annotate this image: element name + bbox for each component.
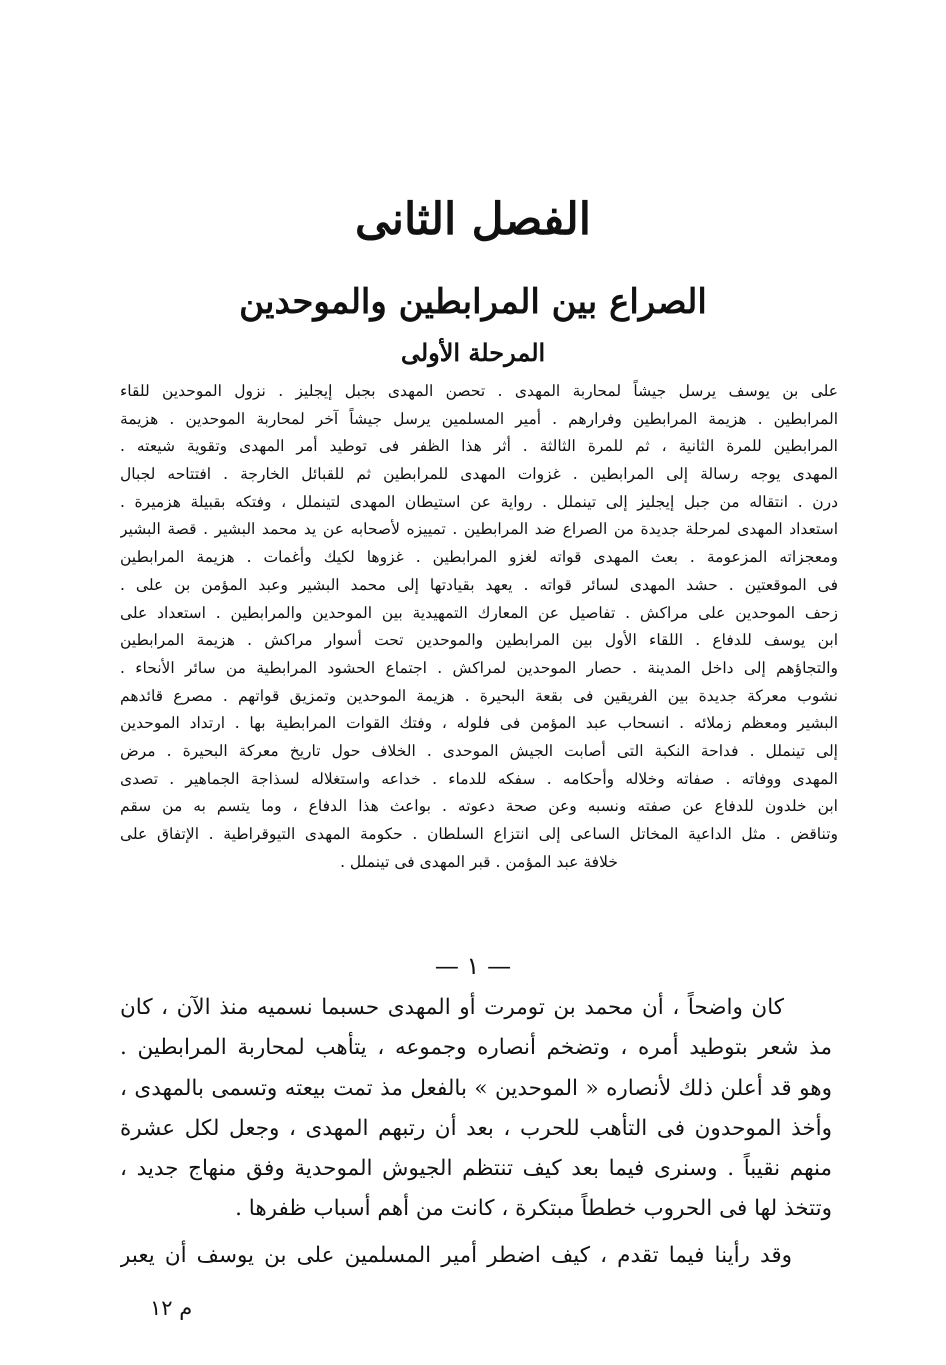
summary-line: زحف الموحدين على مراكش . تفاصيل عن المعارك التمهيدية بين الموحدين والمرابطين . استعداد على bbox=[120, 603, 838, 622]
chapter-title: الفصل الثانى bbox=[355, 194, 591, 245]
signature-mark: م ١٢ bbox=[150, 1296, 193, 1320]
body-line: وهو قد أعلن ذلك لأنصاره « الموحدين » بالفعل مذ تمت بيعته وتسمى بالمهدى ، bbox=[120, 1075, 832, 1101]
summary-line: ومعجزاته المزعومة . بعث المهدى قواته لغزو المرابطين . غزوها لكيك وأغمات . هزيمة المرابطين bbox=[120, 548, 838, 567]
stage-title: المرحلة الأولى bbox=[400, 338, 546, 367]
summary-line: البشير ومعظم زملائه . انسحاب عبد المؤمن فى فلوله ، وفتك القوات المرابطية بها . ارتداد الموحدين bbox=[120, 714, 838, 733]
summary-line: إلى تينملل . فداحة النكبة التى أصابت الجيش الموحدى . الخلاف حول تاريخ معركة البحيرة . مرض bbox=[120, 741, 838, 760]
summary-line: على بن يوسف يرسل جيشاً لمحاربة المهدى . تحصن المهدى بجبل إيجليز . نزول الموحدين للقاء bbox=[120, 382, 838, 400]
body-line: منهم نقيباً . وسنرى فيما بعد كيف تنتظم الجيوش الموحدية وفق منهاج جديد ، bbox=[120, 1156, 832, 1182]
summary-line: المرابطين للمرة الثانية ، ثم للمرة الثالثة . أثر هذا الظفر فى توطيد أمر المهدى وتقوية شيعته . bbox=[120, 437, 838, 456]
summary-line: درن . انتقاله من جبل إيجليز إلى تينملل . رواية عن استيطان المهدى لتينملل ، وفتكه بقبيلة هزميرة . bbox=[120, 492, 838, 511]
section-number: — ١ — bbox=[434, 952, 512, 980]
body-line: وأخذ الموحدون فى التأهب للحرب ، بعد أن رتبهم المهدى ، وجعل لكل عشرة bbox=[120, 1115, 832, 1141]
body-text bbox=[120, 988, 832, 1276]
summary-line: استعداد المهدى لمرحلة جديدة من الصراع ضد المرابطين . تمييزه لأصحابه عن يد محمد البشير . قصة البشير bbox=[120, 520, 838, 539]
summary-line: فى الموقعتين . حشد المهدى لسائر قواته . يعهد بقيادتها إلى محمد البشير وعبد المؤمن بن على . bbox=[120, 575, 838, 594]
body-line: مذ شعر بتوطيد أمره ، وتضخم أنصاره وجموعه ، يتأهب لمحاربة المرابطين . bbox=[120, 1035, 832, 1061]
body-line: وتتخذ لها فى الحروب خططاً مبتكرة ، كانت من أهم أسباب ظفرها . bbox=[235, 1196, 832, 1222]
chapter-summary bbox=[120, 378, 838, 876]
summary-line: وتناقض . مثل الداعية المخاتل الساعى إلى انتزاع السلطان . حكومة المهدى التيوقراطية . الإتفاق على bbox=[120, 825, 838, 843]
body-line: كان واضحاً ، أن محمد بن تومرت أو المهدى حسبما نسميه منذ الآن ، كان bbox=[120, 995, 784, 1020]
summary-line: خلافة عبد المؤمن . قبر المهدى فى تينملل . bbox=[340, 852, 618, 871]
body-line: وقد رأينا فيما تقدم ، كيف اضطر أمير المسلمين على بن يوسف أن يعبر bbox=[120, 1242, 792, 1268]
summary-line: والتجاؤهم إلى داخل المدينة . حصار الموحدين لمراكش . اجتماع الحشود المرابطية من سائر الأنحاء . bbox=[120, 658, 838, 677]
section-title: الصراع بين المرابطين والموحدين bbox=[239, 282, 707, 322]
summary-line: نشوب معركة جديدة بين الفريقين فى بقعة البحيرة . هزيمة الموحدين وتمزيق قواتهم . مصرع قائدهم bbox=[120, 686, 838, 705]
summary-line: المهدى يوجه رسالة إلى المرابطين . غزوات المهدى للمرابطين ثم للقبائل الخارجة . افتتاحه لجبال bbox=[120, 465, 838, 484]
summary-line: المرابطين . هزيمة المرابطين وفرارهم . أمير المسلمين يرسل جيشاً آخر لمحاربة الموحدين . هزيمة bbox=[120, 409, 838, 428]
summary-line: ابن يوسف للدفاع . اللقاء الأول بين المرابطين والموحدين تحت أسوار مراكش . هزيمة المرابطين bbox=[120, 631, 838, 650]
summary-line: ابن خلدون للدفاع عن صفته ونسبه وعن صحة دعوته . بواعث هذا الدفاع ، وما يتسم به من سقم bbox=[120, 797, 838, 816]
summary-line: المهدى ووفاته . صفاته وخلاله وأحكامه . سفكه للدماء . خداعه واستغلاله لسذاجة الجماهير . تصدى bbox=[120, 769, 838, 788]
